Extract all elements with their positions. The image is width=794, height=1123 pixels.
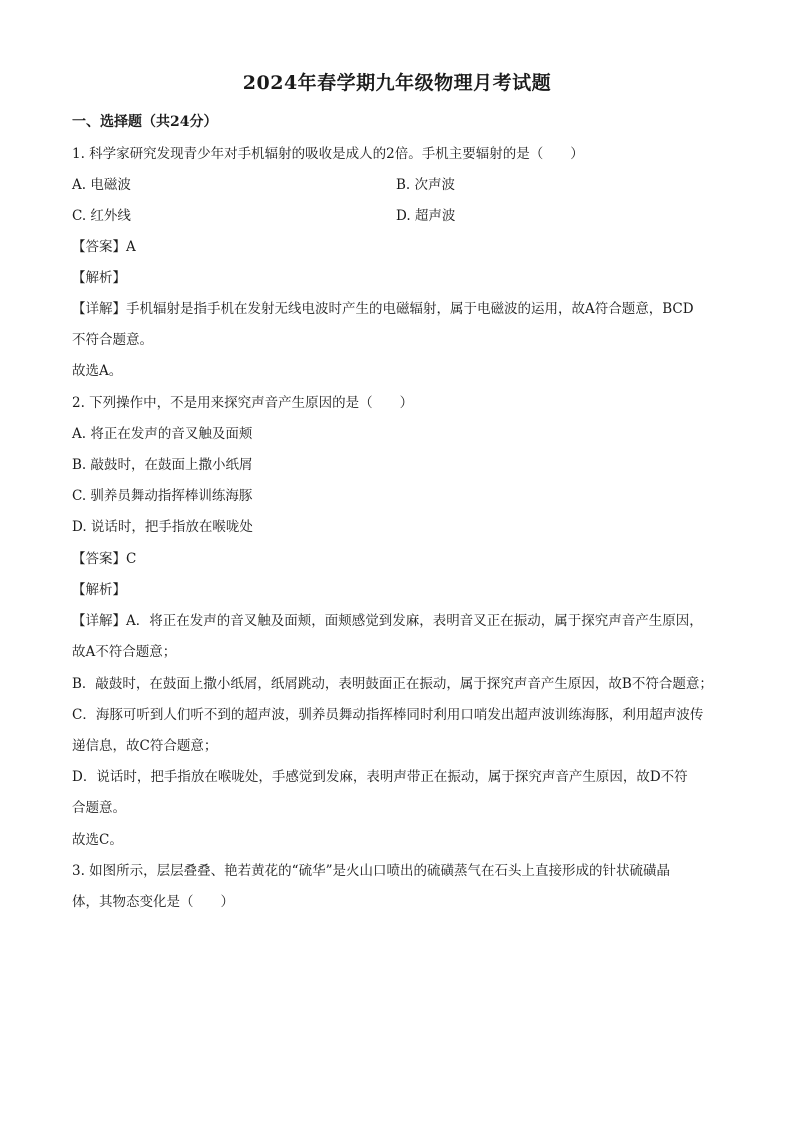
question-1-answer: 【答案】A	[72, 239, 136, 255]
question-3-stem-line-2: 体，其物态变化是（ ）	[72, 894, 234, 910]
question-2-detail-line-6: D．说话时，把手指放在喉咙处，手感觉到发麻，表明声带正在振动，属于探究声音产生原因，故D不符	[72, 769, 688, 785]
question-1-option-a: A. 电磁波	[72, 177, 131, 193]
question-2-conclusion: 故选C。	[72, 832, 123, 848]
question-2-option-a: A. 将正在发声的音叉触及面颊	[72, 426, 253, 442]
question-2-option-d: D. 说话时，把手指放在喉咙处	[72, 519, 253, 535]
question-1-option-d: D. 超声波	[396, 208, 456, 224]
question-2-answer: 【答案】C	[72, 551, 137, 567]
question-1-option-b: B. 次声波	[396, 177, 456, 193]
question-2-detail-line-2: 故A不符合题意；	[72, 644, 177, 660]
question-3-stem-line-1: 3. 如图所示，层层叠叠、艳若黄花的“硫华”是火山口喷出的硫磺蒸气在石头上直接形成的针状硫磺晶	[72, 863, 670, 879]
question-2-detail-line-7: 合题意。	[72, 800, 126, 816]
question-1-analysis-label: 【解析】	[72, 270, 126, 286]
question-1-option-c: C. 红外线	[72, 208, 131, 224]
question-2-option-c: C. 驯养员舞动指挥棒训练海豚	[72, 488, 253, 504]
section-heading: 一、选择题（共24分）	[72, 114, 218, 130]
question-2-analysis-label: 【解析】	[72, 582, 126, 598]
question-2-option-b: B. 敲鼓时，在鼓面上撒小纸屑	[72, 457, 253, 473]
question-2-stem: 2. 下列操作中，不是用来探究声音产生原因的是（ ）	[72, 395, 414, 411]
question-1-stem: 1. 科学家研究发现青少年对手机辐射的吸收是成人的2倍。手机主要辐射的是（ ）	[72, 146, 584, 162]
question-1-detail-line-2: 不符合题意。	[72, 332, 153, 348]
question-2-detail-line-3: B．敲鼓时，在鼓面上撒小纸屑，纸屑跳动，表明鼓面正在振动，属于探究声音产生原因，故B不符合题意；	[72, 676, 713, 692]
question-2-detail-line-5: 递信息，故C符合题意；	[72, 738, 218, 754]
exam-title: 2024年春学期九年级物理月考试题	[242, 72, 552, 94]
question-1-detail-line-1: 【详解】手机辐射是指手机在发射无线电波时产生的电磁辐射，属于电磁波的运用，故A符合题意，BCD	[72, 301, 694, 317]
question-2-detail-line-4: C．海豚可听到人们听不到的超声波，驯养员舞动指挥棒同时利用口哨发出超声波训练海豚，利用超声波传	[72, 707, 704, 723]
question-1-conclusion: 故选A。	[72, 363, 123, 379]
question-2-detail-line-1: 【详解】A．将正在发声的音叉触及面颊，面颊感觉到发麻，表明音叉正在振动，属于探究声音产生原因，	[72, 613, 703, 629]
